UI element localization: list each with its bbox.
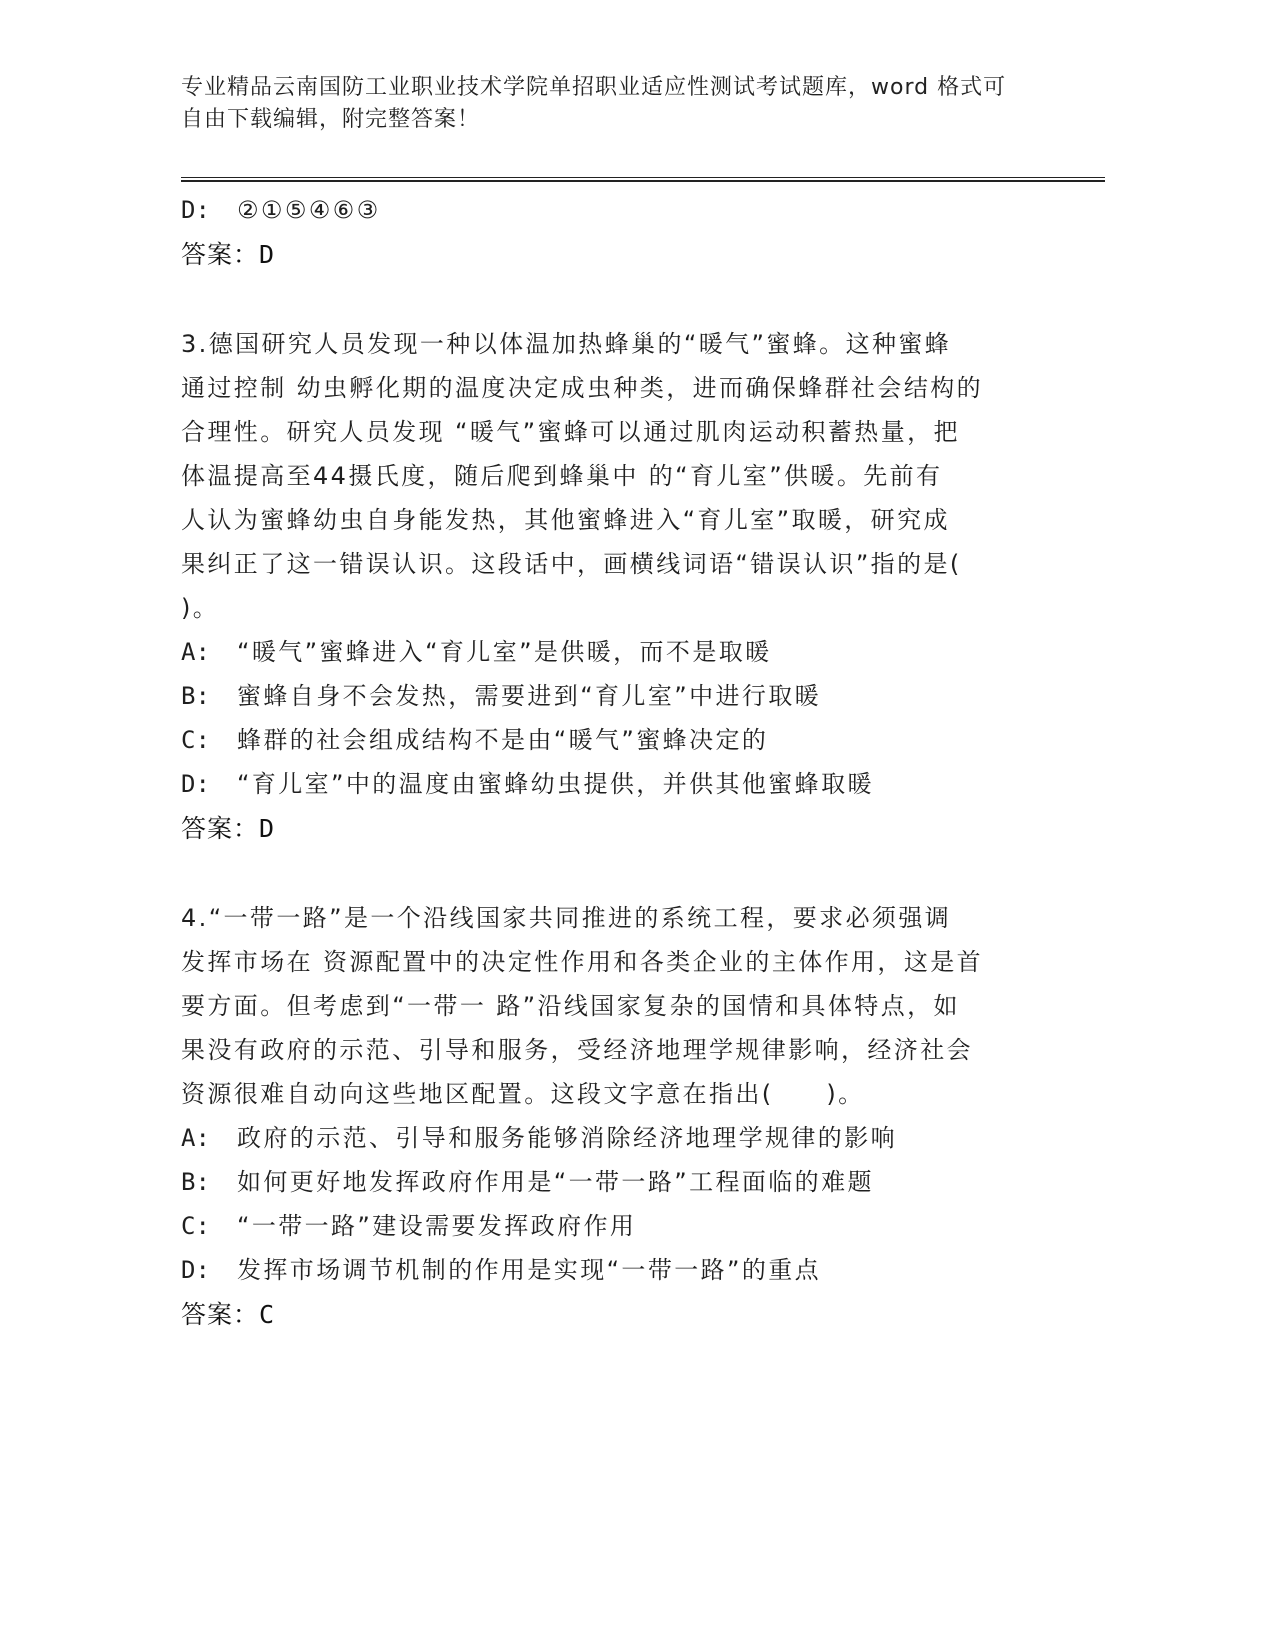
answer-value: D: [259, 240, 276, 269]
question-4-line: 果没有政府的示范、引导和服务，受经济地理学规律影响，经济社会: [181, 1036, 973, 1064]
option-key: D:: [181, 770, 210, 798]
question-4-option-a: [181, 1116, 1061, 1160]
answer-label: 答案：: [181, 814, 260, 843]
question-4-line: 要方面。但考虑到“一带一 路”沿线国家复杂的国情和具体特点，如: [181, 992, 960, 1020]
question-4-answer: [181, 1292, 1061, 1338]
prev-answer: [181, 232, 1061, 278]
option-key: C:: [181, 1212, 210, 1240]
option-key: D:: [181, 1256, 210, 1284]
question-3-option-a: [181, 630, 1061, 674]
page-header: [181, 72, 1061, 136]
option-text: “育儿室”中的温度由蜜蜂幼虫提供，并供其他蜜蜂取暖: [237, 770, 874, 798]
question-spacer: [181, 278, 1061, 322]
question-3: [181, 322, 1061, 852]
prev-option-d: [181, 188, 1061, 232]
option-key: B:: [181, 1168, 210, 1196]
option-key: C:: [181, 726, 210, 754]
option-key: B:: [181, 682, 210, 710]
answer-value: D: [259, 814, 276, 843]
option-text: 发挥市场调节机制的作用是实现“一带一路”的重点: [237, 1256, 822, 1284]
question-3-option-d: [181, 762, 1061, 806]
answer-value: C: [259, 1300, 276, 1329]
option-text: 蜜蜂自身不会发热，需要进到“育儿室”中进行取暖: [237, 682, 822, 710]
answer-label: 答案：: [181, 1300, 260, 1329]
option-text: 蜂群的社会组成结构不是由“暖气”蜜蜂决定的: [237, 726, 769, 754]
header-line-2: 自由下载编辑，附完整答案！: [181, 107, 481, 132]
question-4-option-d: [181, 1248, 1061, 1292]
question-4-line: 发挥市场在 资源配置中的决定性作用和各类企业的主体作用，这是首: [181, 948, 984, 976]
header-line-1: 专业精品云南国防工业职业技术学院单招职业适应性测试考试题库，word 格式可: [181, 75, 1007, 100]
question-3-line: 3.德国研究人员发现一种以体温加热蜂巢的“暖气”蜜蜂。这种蜜蜂: [181, 330, 952, 358]
question-4-option-c: [181, 1204, 1061, 1248]
question-4-line: 资源很难自动向这些地区配置。这段文字意在指出( )。: [181, 1080, 865, 1108]
question-3-option-c: [181, 718, 1061, 762]
question-4: [181, 896, 1061, 1338]
option-key: D:: [181, 196, 210, 224]
option-text: 如何更好地发挥政府作用是“一带一路”工程面临的难题: [237, 1168, 874, 1196]
question-3-answer: [181, 806, 1061, 852]
option-text: ②①⑤④⑥③: [237, 196, 381, 224]
question-3-line: 果纠正了这一错误认识。这段话中，画横线词语“错误认识”指的是(: [181, 550, 962, 578]
option-key: A:: [181, 638, 210, 666]
question-spacer: [181, 852, 1061, 896]
question-3-line: 体温提高至44摄氏度，随后爬到蜂巢中 的“育儿室”供暖。先前有: [181, 462, 943, 490]
answer-label: 答案：: [181, 240, 260, 269]
question-4-option-b: [181, 1160, 1061, 1204]
question-3-line: 人认为蜜蜂幼虫自身能发热，其他蜜蜂进入“育儿室”取暖，研究成: [181, 506, 950, 534]
option-key: A:: [181, 1124, 210, 1152]
question-4-line: 4.“一带一路”是一个沿线国家共同推进的系统工程，要求必须强调: [181, 904, 952, 932]
document-body: [181, 188, 1061, 1338]
question-3-line: 合理性。研究人员发现 “暖气”蜜蜂可以通过肌肉运动积蓄热量，把: [181, 418, 960, 446]
question-3-line: 通过控制 幼虫孵化期的温度决定成虫种类，进而确保蜂群社会结构的: [181, 374, 984, 402]
option-text: “暖气”蜜蜂进入“育儿室”是供暖，而不是取暖: [237, 638, 772, 666]
question-3-line: )。: [181, 594, 220, 622]
option-text: “一带一路”建设需要发挥政府作用: [237, 1212, 637, 1240]
header-divider: [181, 177, 1105, 182]
question-3-option-b: [181, 674, 1061, 718]
option-text: 政府的示范、引导和服务能够消除经济地理学规律的影响: [237, 1124, 897, 1152]
